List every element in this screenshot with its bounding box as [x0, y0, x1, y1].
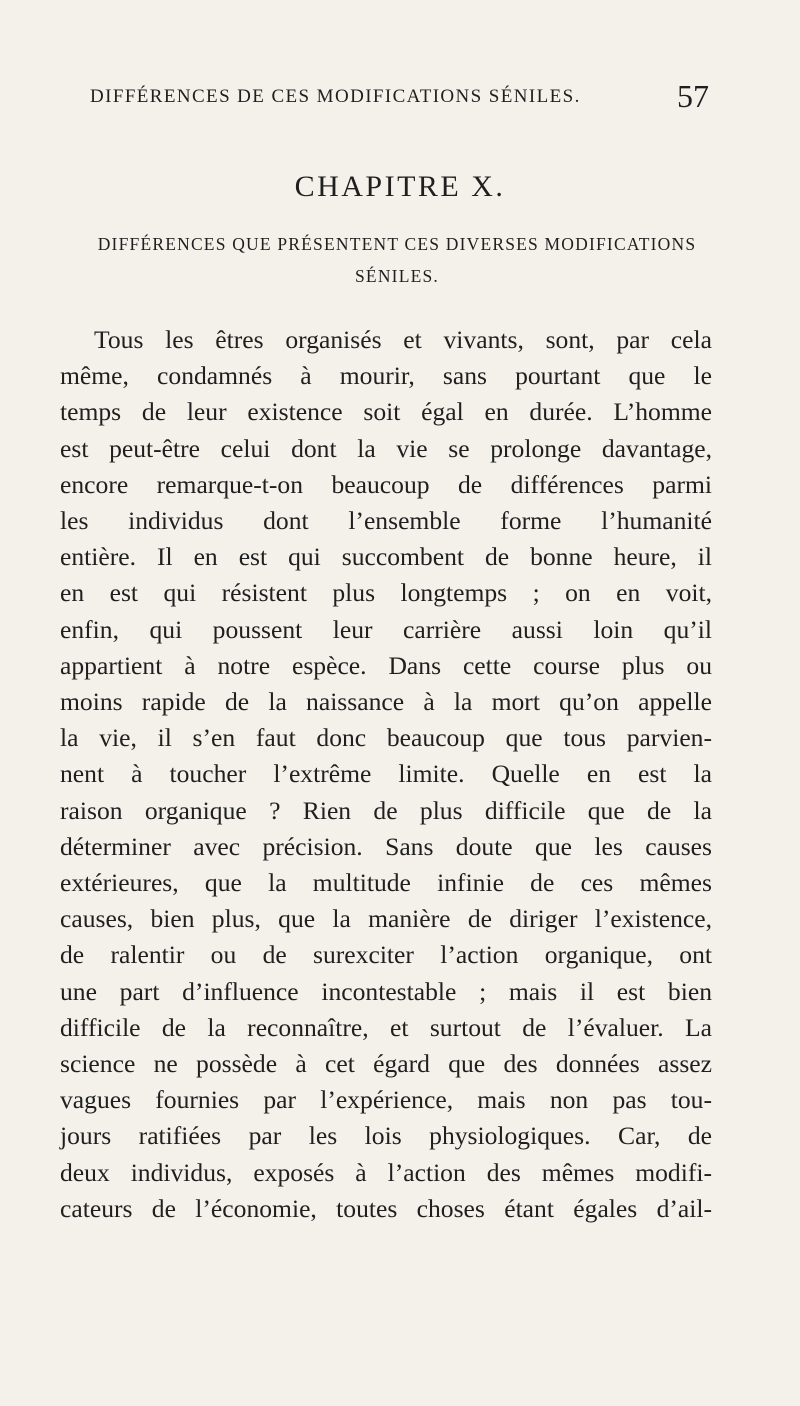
body-line: moins rapide de la naissance à la mort qu’on appelle	[60, 687, 712, 717]
chapter-subtitle	[72, 228, 722, 292]
chapter-subtitle-line: SÉNILES.	[355, 266, 439, 286]
body-line: difficile de la reconnaître, et surtout de l’évaluer. La	[60, 1012, 712, 1042]
body-line: encore remarque-t-on beaucoup de différences parmi	[60, 469, 712, 499]
body-line: enfin, qui poussent leur carrière aussi loin qu’il	[60, 614, 712, 644]
running-head	[84, 78, 709, 112]
body-line: en est qui résistent plus longtemps ; on en voit,	[60, 578, 712, 608]
page-number: 57	[677, 78, 709, 114]
body-line: est peut-être celui dont la vie se prolonge davantage,	[60, 433, 712, 463]
body-line: la vie, il s’en faut donc beaucoup que tous parvien-	[60, 723, 712, 753]
body-line: raison organique ? Rien de plus difficile que de la	[60, 795, 712, 825]
body-line: de ralentir ou de surexciter l’action organique, ont	[60, 940, 712, 970]
body-line: extérieures, que la multitude infinie de ces mêmes	[60, 868, 712, 898]
body-line: causes, bien plus, que la manière de diriger l’existence,	[60, 904, 712, 934]
body-line: même, condamnés à mourir, sans pourtant que le	[60, 361, 712, 391]
chapter-title: CHAPITRE X.	[294, 170, 506, 203]
body-paragraph	[60, 322, 712, 1227]
body-line: vagues fournies par l’expérience, mais non pas tou-	[60, 1085, 712, 1115]
body-line: nent à toucher l’extrême limite. Quelle en est la	[60, 759, 712, 789]
body-line: jours ratifiées par les lois physiologiques. Car, de	[60, 1121, 712, 1151]
body-line: déterminer avec précision. Sans doute que les causes	[60, 831, 712, 861]
body-line: deux individus, exposés à l’action des mêmes modifi-	[60, 1157, 712, 1187]
body-line: les individus dont l’ensemble forme l’humanité	[60, 506, 712, 536]
body-line: appartient à notre espèce. Dans cette course plus ou	[60, 650, 712, 680]
chapter-subtitle-line: DIFFÉRENCES QUE PRÉSENTENT CES DIVERSES MODIFICATIONS	[97, 234, 697, 254]
body-line: temps de leur existence soit égal en durée. L’homme	[60, 397, 712, 427]
body-line: cateurs de l’économie, toutes choses étant égales d’ail-	[60, 1193, 712, 1223]
running-title: DIFFÉRENCES DE CES MODIFICATIONS SÉNILES.	[90, 86, 581, 107]
body-line: Tous les êtres organisés et vivants, sont, par cela	[94, 325, 712, 354]
body-line: entière. Il en est qui succombent de bonne heure, il	[60, 542, 712, 572]
body-line: science ne possède à cet égard que des données assez	[60, 1049, 712, 1079]
body-line: une part d’influence incontestable ; mais il est bien	[60, 976, 712, 1006]
